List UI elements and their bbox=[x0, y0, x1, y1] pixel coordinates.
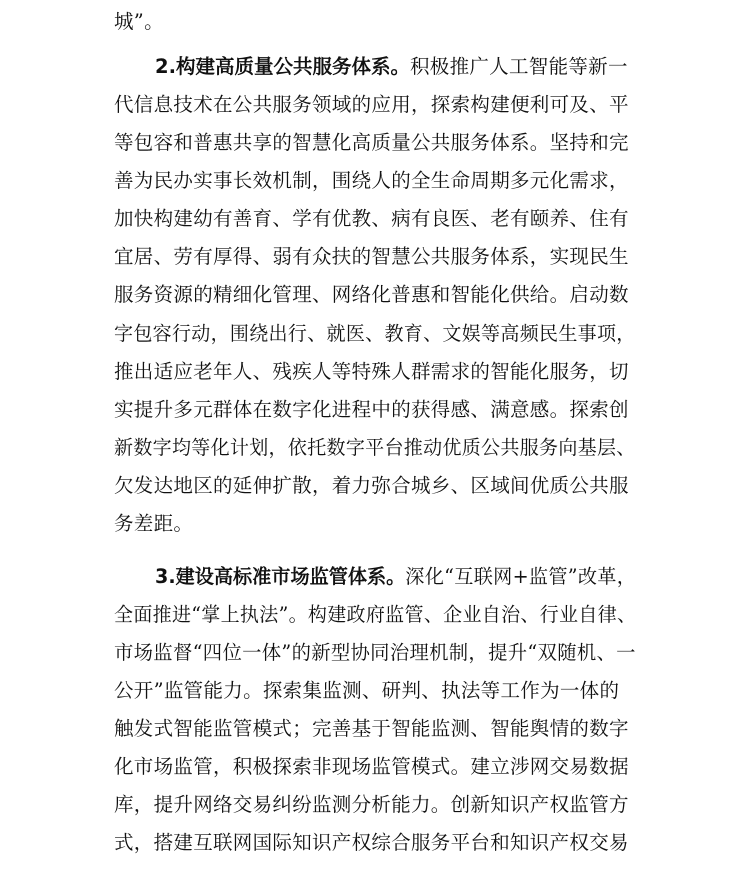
paragraph-line: 宜居、劳有厚得、弱有众扶的智慧公共服务体系，实现民生 bbox=[114, 245, 629, 268]
section-3-first-line-text: 深化“互联网+监管”改革， bbox=[405, 565, 637, 588]
paragraph-line: 全面推进“掌上执法”。构建政府监管、企业自治、行业自律、 bbox=[114, 603, 637, 626]
paragraph-line: 推出适应老年人、残疾人等特殊人群需求的智能化服务，切 bbox=[114, 360, 629, 383]
paragraph-line: 公开”监管能力。探索集监测、研判、执法等工作为一体的 bbox=[114, 679, 620, 702]
section-2-first-line bbox=[155, 51, 628, 83]
paragraph-line: 加快构建幼有善育、学有优教、病有良医、老有颐养、住有 bbox=[114, 207, 629, 230]
paragraph-line: 等包容和普惠共享的智慧化高质量公共服务体系。坚持和完 bbox=[114, 131, 629, 154]
paragraph-line: 字包容行动，围绕出行、就医、教育、文娱等高频民生事项， bbox=[114, 322, 636, 345]
paragraph-line: 式，搭建互联网国际知识产权综合服务平台和知识产权交易 bbox=[114, 831, 629, 854]
paragraph-line: 欠发达地区的延伸扩散，着力弥合城乡、区域间优质公共服 bbox=[114, 474, 629, 497]
paragraph-line: 善为民办实事长效机制，围绕人的全生命周期多元化需求， bbox=[114, 169, 629, 192]
paragraph-line: 化市场监管，积极探索非现场监管模式。建立涉网交易数据 bbox=[114, 755, 629, 778]
paragraph-line: 新数字均等化计划，依托数字平台推动优质公共服务向基层、 bbox=[114, 436, 636, 459]
section-3-heading: 3.建设高标准市场监管体系。 bbox=[155, 565, 406, 588]
paragraph-line: 代信息技术在公共服务领域的应用，探索构建便利可及、平 bbox=[114, 93, 629, 116]
paragraph-line: 市场监督“四位一体”的新型协同治理机制，提升“双随机、一 bbox=[114, 641, 636, 664]
section-2-first-line-text: 积极推广人工智能等新一 bbox=[409, 55, 628, 78]
paragraph-line: 务差距。 bbox=[114, 512, 194, 535]
paragraph-line: 触发式智能监管模式；完善基于智能监测、智能舆情的数字 bbox=[114, 717, 629, 740]
paragraph-line: 实提升多元群体在数字化进程中的获得感、满意感。探索创 bbox=[114, 398, 629, 421]
section-2-heading: 2.构建高质量公共服务体系。 bbox=[155, 55, 410, 78]
section-3-first-line bbox=[155, 561, 636, 593]
paragraph-line: 服务资源的精细化管理、网络化普惠和智能化供给。启动数 bbox=[114, 283, 629, 306]
paragraph-line: 库，提升网络交易纠纷监测分析能力。创新知识产权监管方 bbox=[114, 793, 629, 816]
previous-paragraph-tail: 城”。 bbox=[114, 10, 164, 33]
